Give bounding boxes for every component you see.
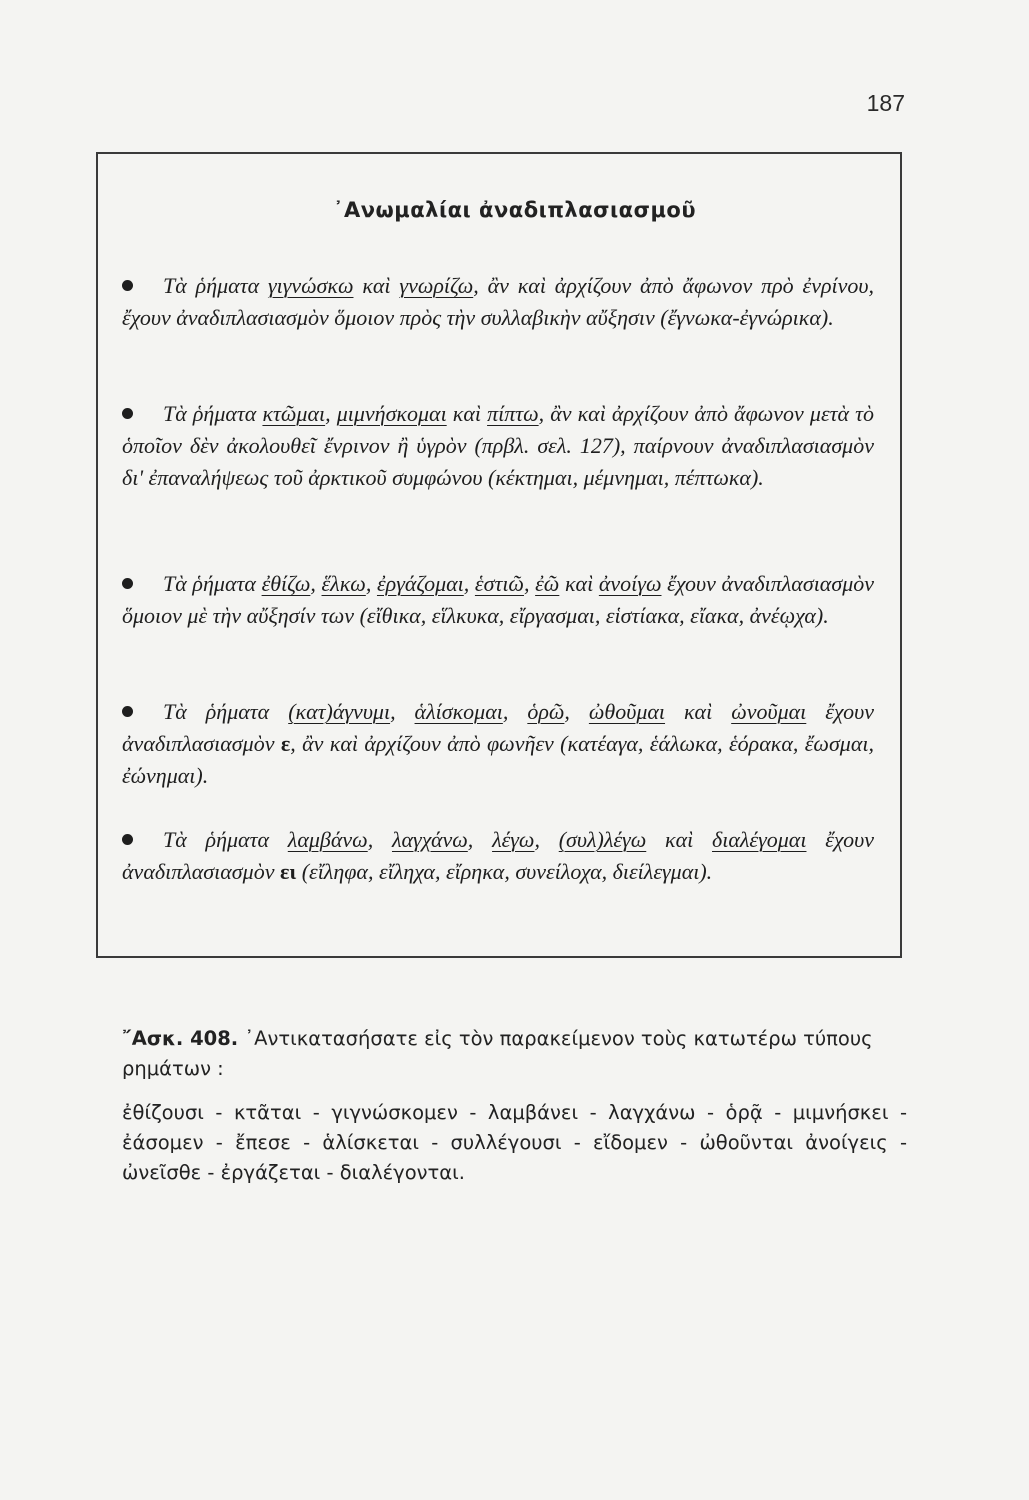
verb-term: ὁρῶ — [527, 699, 565, 724]
rule-text: καὶ — [446, 401, 488, 426]
exercise-instruction: ᾿Αντικατασήσατε εἰς τὸν παρακείμενον τοὺς κατωτέρω τύπους ρημάτων : — [122, 1027, 873, 1080]
rule-text: Τὰ ῥήματα — [163, 699, 289, 724]
rule-2 — [122, 398, 874, 494]
verb-term: μιμνήσκομαι — [336, 401, 447, 426]
verb-term: ἑστιῶ — [474, 571, 524, 596]
verb-term: λαγχάνω — [391, 827, 468, 852]
rule-1 — [122, 270, 874, 334]
reduplication-letter: ε — [280, 731, 291, 756]
verb-term: (κατ)άγνυμι — [288, 699, 391, 724]
verb-term: γιγνώσκω — [267, 273, 354, 298]
rule-text: , ἂν καὶ ἀρχίζουν ἀπὸ φωνῆεν (κατέαγα, ἑάλωκα, ἑόρακα, ἔωσμαι, ἐώνημαι). — [122, 731, 875, 788]
verb-term: ἐῶ — [535, 571, 560, 596]
rule-text: , — [463, 571, 475, 596]
rule-text: , — [310, 571, 322, 596]
rule-text: , — [502, 699, 528, 724]
verb-term: ἐθίζω — [261, 571, 311, 596]
verb-term: ἕλκω — [321, 571, 366, 596]
rule-text: ἔχουν ἀναδιπλασιασμὸν — [122, 699, 875, 756]
box-title: ᾿Ανωμαλίαι ἀναδιπλασιασμοῦ — [332, 198, 697, 222]
verb-term: ἀνοίγω — [598, 571, 662, 596]
page-number: 187 — [866, 90, 905, 116]
verb-term: ἁλίσκομαι — [414, 699, 503, 724]
rule-text: , ἂν καὶ ἀρχίζουν ἀπὸ ἄφωνον πρὸ ἐνρίνου, ἔχουν ἀναδιπλασιασμὸν ὅμοιον πρὸς τὴν συλλαβικὴν αὔξησιν (ἔγνωκα-ἐγνώρικα). — [122, 273, 874, 330]
verb-term: πίπτω — [487, 401, 539, 426]
rule-text: , — [467, 827, 493, 852]
rule-text: Τὰ ῥήματα — [163, 401, 263, 426]
verb-term: λέγω — [492, 827, 535, 852]
rule-text: , — [390, 699, 415, 724]
rule-text: , — [365, 571, 377, 596]
rule-text: , — [564, 699, 589, 724]
verb-term: διαλέγομαι — [712, 827, 807, 852]
exercise-words: ἐθίζουσι - κτᾶται - γιγνώσκομεν - λαμβάνει - λαγχάνω - ὁρᾷ - μιμνήσκει - ἐάσομεν - ἔπεσε - ἁλίσκεται - συλλέγουσι - εἴδομεν - ὠθοῦνται ἀνοίγεις - ὠνεῖσθε - ἐργάζεται - διαλέγονται. — [122, 1101, 907, 1184]
verb-term: λαμβάνω — [287, 827, 368, 852]
rule-text: (εἴληφα, εἴληχα, εἴρηκα, συνείλοχα, διείλεγμαι). — [296, 859, 713, 884]
rule-text: , ἂν καὶ ἀρχίζουν ἀπὸ ἄφωνον μετὰ τὸ ὁποῖον δὲν ἀκολουθεῖ ἔνρινον ἢ ὑγρὸν (πρβλ. σελ. 127), παίρνουν ἀναδιπλασιασμὸν δι' ἐπαναλήψεως τοῦ ἀρκτικοῦ συμφώνου (κέκτημαι, μέμνημαι, πέπτωκα). — [122, 401, 874, 490]
bullet-icon — [122, 578, 133, 589]
verb-term: (συλ)λέγω — [558, 827, 647, 852]
rule-text: , — [523, 571, 536, 596]
verb-term: ὠνοῦμαι — [731, 699, 807, 724]
rule-text: καὶ — [559, 571, 599, 596]
verb-term: ὠθοῦμαι — [588, 699, 666, 724]
rule-text: ἔχουν ἀναδιπλασιασμὸν — [122, 827, 874, 884]
rule-text: , — [325, 401, 337, 426]
rule-text: Τὰ ῥήματα — [163, 571, 262, 596]
rule-text: Τὰ ῥήματα — [163, 827, 288, 852]
rule-3 — [122, 568, 874, 632]
rule-5 — [122, 824, 874, 888]
bullet-icon — [122, 280, 133, 291]
bullet-icon — [122, 706, 133, 717]
verb-term: γνωρίζω — [399, 273, 474, 298]
verb-term: κτῶμαι — [262, 401, 326, 426]
rule-text: καὶ — [665, 699, 732, 724]
rule-text: , — [367, 827, 392, 852]
rule-text: καὶ — [646, 827, 713, 852]
rule-text: Τὰ ῥήματα — [163, 273, 268, 298]
rule-text: , — [534, 827, 559, 852]
rule-text: ἔχουν ἀναδιπλασιασμὸν ὅμοιον μὲ τὴν αὔξησίν των (εἴθικα, εἵλκυκα, εἴργασμαι, εἱστίακα, εἴακα, ἀνέῳχα). — [122, 571, 875, 628]
bullet-icon — [122, 834, 133, 845]
exercise-label: ῎Ασκ. 408. — [122, 1027, 239, 1050]
rule-text: καὶ — [353, 273, 400, 298]
rule-4 — [122, 696, 874, 792]
exercise-heading — [122, 1024, 907, 1084]
bullet-icon — [122, 408, 133, 419]
verb-term: ἐργάζομαι — [376, 571, 464, 596]
reduplication-letter: ει — [279, 859, 297, 884]
